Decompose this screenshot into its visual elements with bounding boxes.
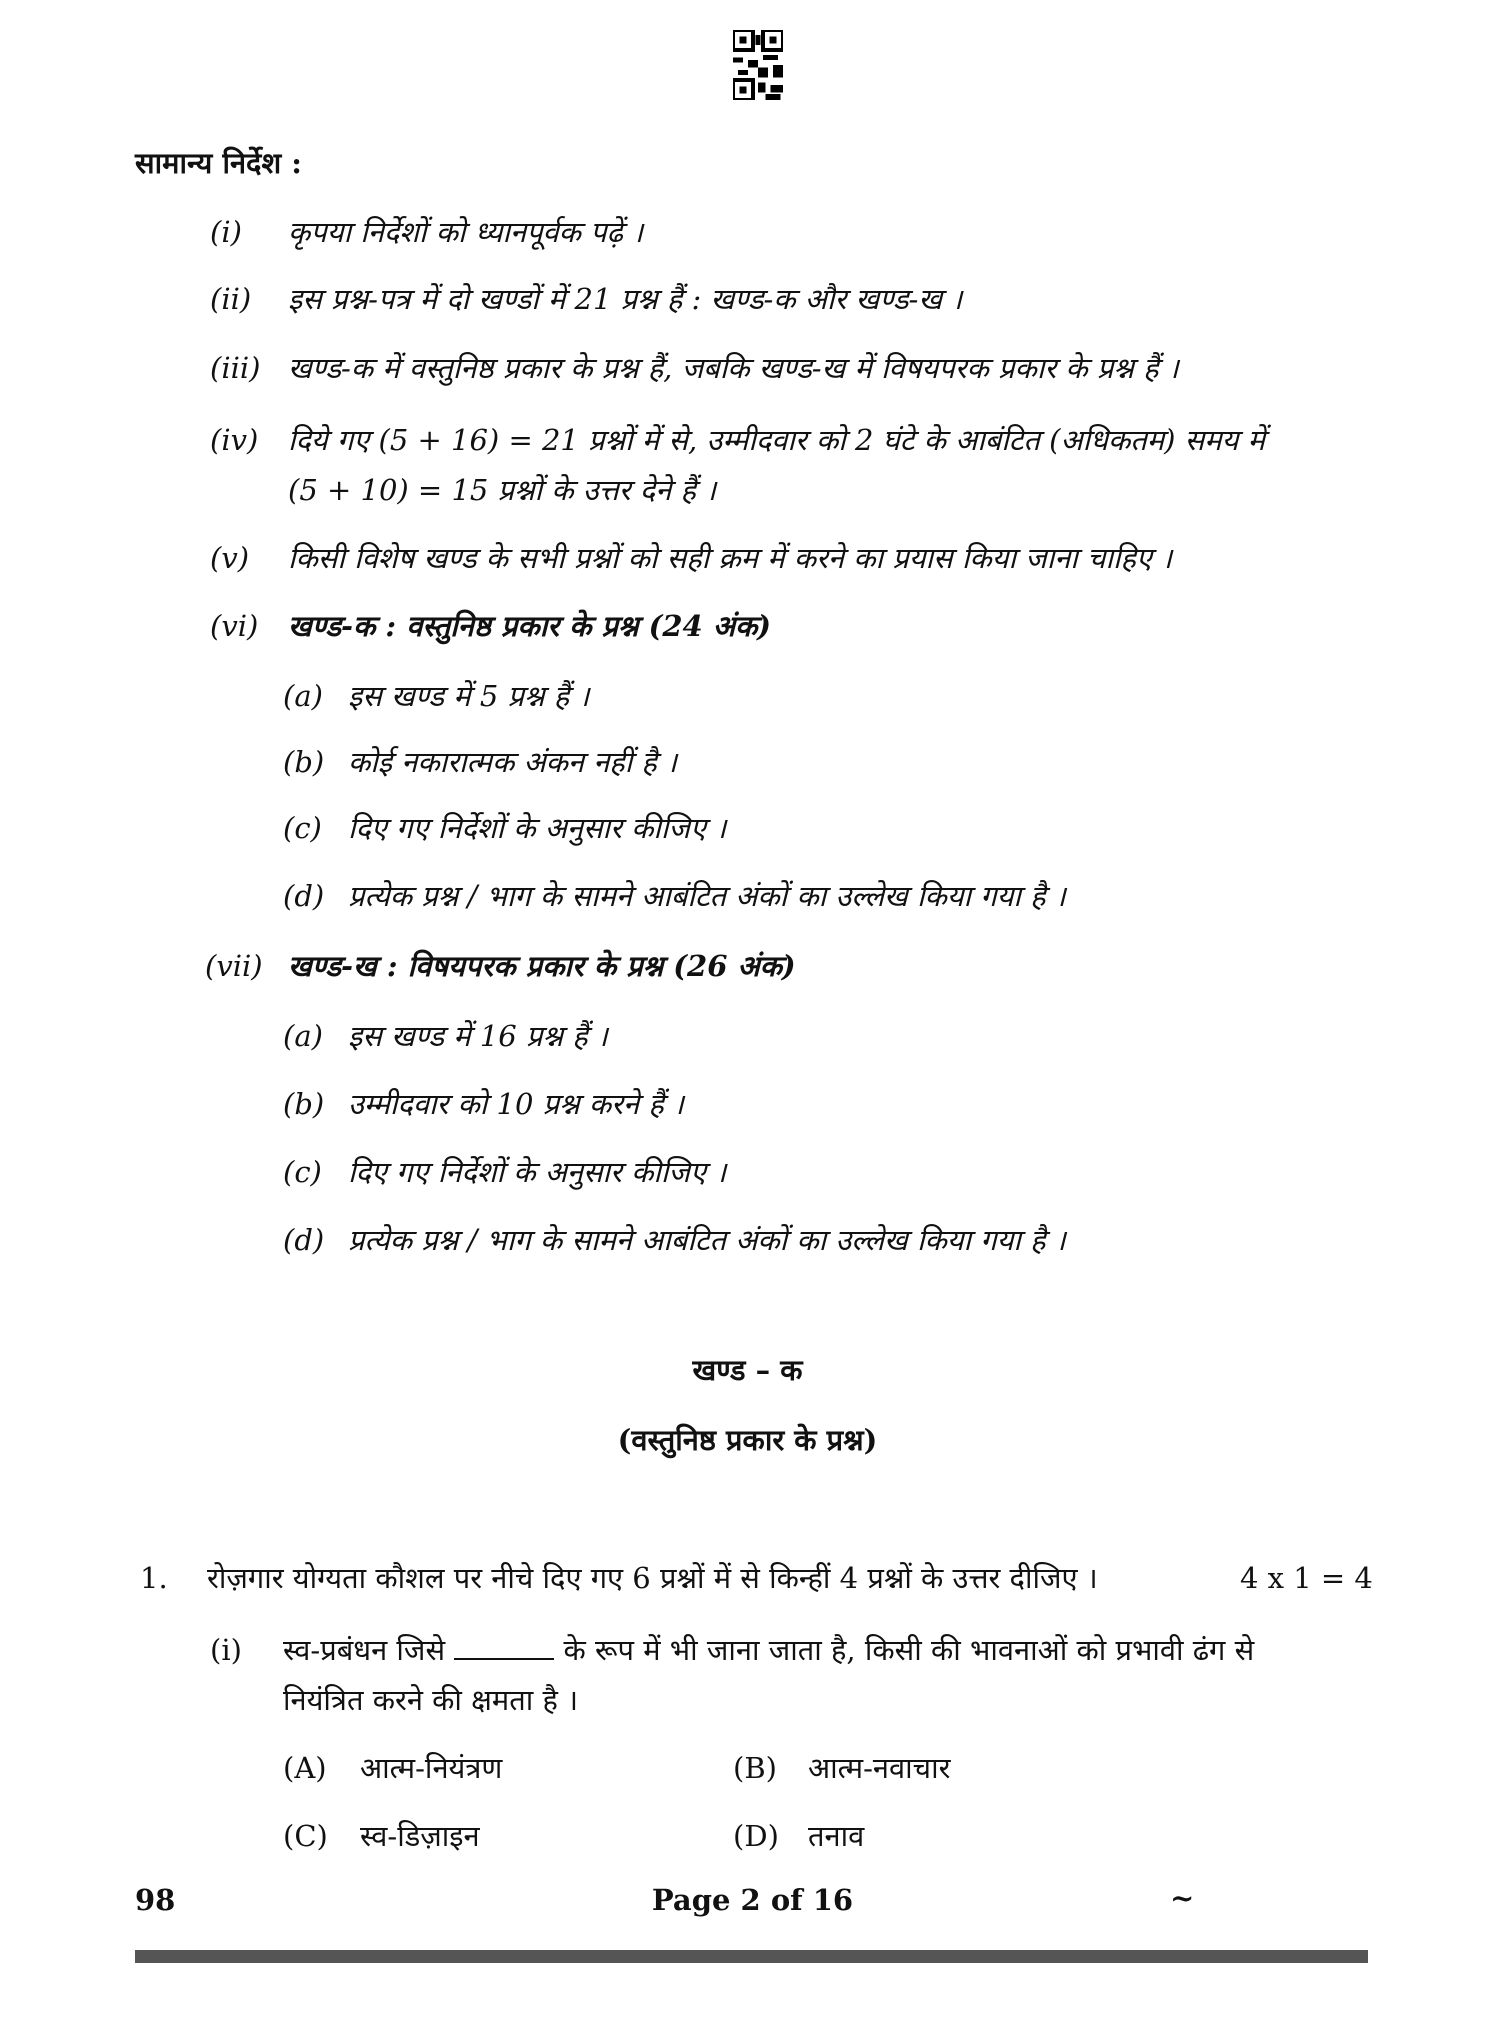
sub-label: (d) <box>283 879 325 913</box>
instruction-label: (iii) <box>210 351 261 385</box>
option-text: आत्म-नवाचार <box>808 1751 951 1785</box>
page-number: Page 2 of 16 <box>651 1883 854 1917</box>
subquestion-text <box>283 1632 1254 1668</box>
option-label: (C) <box>283 1819 328 1853</box>
general-instructions-title: सामान्य निर्देश : <box>135 146 302 180</box>
instruction-text: कृपया निर्देशों को ध्यानपूर्वक पढ़ें । <box>288 215 644 249</box>
subquestion-text-before: स्व-प्रबंधन जिसे <box>283 1633 446 1667</box>
instruction-label: (vii) <box>205 949 263 983</box>
instruction-text: दिये गए (5 + 16) = 21 प्रश्नों में से, उम्मीदवार को 2 घंटे के आबंटित (अधिकतम) समय में <box>288 423 1265 457</box>
option-text: तनाव <box>808 1819 865 1853</box>
sub-text: प्रत्येक प्रश्न / भाग के सामने आबंटित अंकों का उल्लेख किया गया है । <box>348 879 1066 913</box>
instruction-text-continued: (5 + 10) = 15 प्रश्नों के उत्तर देने हैं । <box>288 473 717 507</box>
sub-label: (d) <box>283 1223 325 1257</box>
subquestion-text-after: के रूप में भी जाना जाता है, किसी की भावनाओं को प्रभावी ढंग से <box>563 1633 1255 1667</box>
sub-label: (b) <box>283 745 325 779</box>
section-subtitle: (वस्तुनिष्ठ प्रकार के प्रश्न) <box>617 1423 878 1457</box>
sub-text: प्रत्येक प्रश्न / भाग के सामने आबंटित अंकों का उल्लेख किया गया है । <box>348 1223 1066 1257</box>
option-label: (B) <box>733 1751 777 1785</box>
instruction-label: (vi) <box>210 609 259 643</box>
instruction-label: (iv) <box>210 423 259 457</box>
sub-text: इस खण्ड में 16 प्रश्न हैं । <box>348 1019 608 1053</box>
sub-label: (a) <box>283 679 323 713</box>
sub-text: दिए गए निर्देशों के अनुसार कीजिए । <box>348 811 727 845</box>
option-text: स्व-डिज़ाइन <box>360 1819 480 1853</box>
option-label: (A) <box>283 1751 327 1785</box>
sub-label: (a) <box>283 1019 323 1053</box>
sub-label: (b) <box>283 1087 325 1121</box>
instruction-label: (ii) <box>210 282 252 316</box>
section-b-heading: खण्ड-ख : विषयपरक प्रकार के प्रश्न (26 अंक) <box>288 949 796 983</box>
instruction-text: किसी विशेष खण्ड के सभी प्रश्नों को सही क्रम में करने का प्रयास किया जाना चाहिए । <box>288 541 1173 575</box>
instruction-label: (i) <box>210 215 242 249</box>
sub-label: (c) <box>283 811 322 845</box>
question-number: 1. <box>140 1561 168 1595</box>
subquestion-label: (i) <box>210 1633 242 1667</box>
paper-code: 98 <box>135 1883 176 1917</box>
option-label: (D) <box>733 1819 779 1853</box>
qr-code-icon <box>733 30 783 100</box>
question-marks: 4 x 1 = 4 <box>1240 1561 1373 1595</box>
sub-text: दिए गए निर्देशों के अनुसार कीजिए । <box>348 1155 727 1189</box>
sub-text: इस खण्ड में 5 प्रश्न हैं । <box>348 679 590 713</box>
sub-text: उम्मीदवार को 10 प्रश्न करने हैं । <box>348 1087 684 1121</box>
footer-mark: ~ <box>1170 1881 1195 1915</box>
fill-in-blank <box>454 1634 554 1660</box>
sub-text: कोई नकारात्मक अंकन नहीं है । <box>348 745 678 779</box>
subquestion-text-line2: नियंत्रित करने की क्षमता है । <box>283 1683 579 1717</box>
instruction-label: (v) <box>210 541 250 575</box>
section-title: खण्ड – क <box>692 1353 803 1387</box>
instruction-text: खण्ड-क में वस्तुनिष्ठ प्रकार के प्रश्न हैं, जबकि खण्ड-ख में विषयपरक प्रकार के प्रश्न हैं । <box>288 351 1179 385</box>
question-text: रोज़गार योग्यता कौशल पर नीचे दिए गए 6 प्रश्नों में से किन्हीं 4 प्रश्नों के उत्तर दीजिए । <box>207 1561 1098 1595</box>
instruction-text: इस प्रश्न-पत्र में दो खण्डों में 21 प्रश्न हैं : खण्ड-क और खण्ड-ख । <box>288 282 963 316</box>
footer-divider <box>135 1950 1368 1963</box>
section-a-heading: खण्ड-क : वस्तुनिष्ठ प्रकार के प्रश्न (24 अंक) <box>288 609 771 643</box>
option-text: आत्म-नियंत्रण <box>360 1751 503 1785</box>
sub-label: (c) <box>283 1155 322 1189</box>
